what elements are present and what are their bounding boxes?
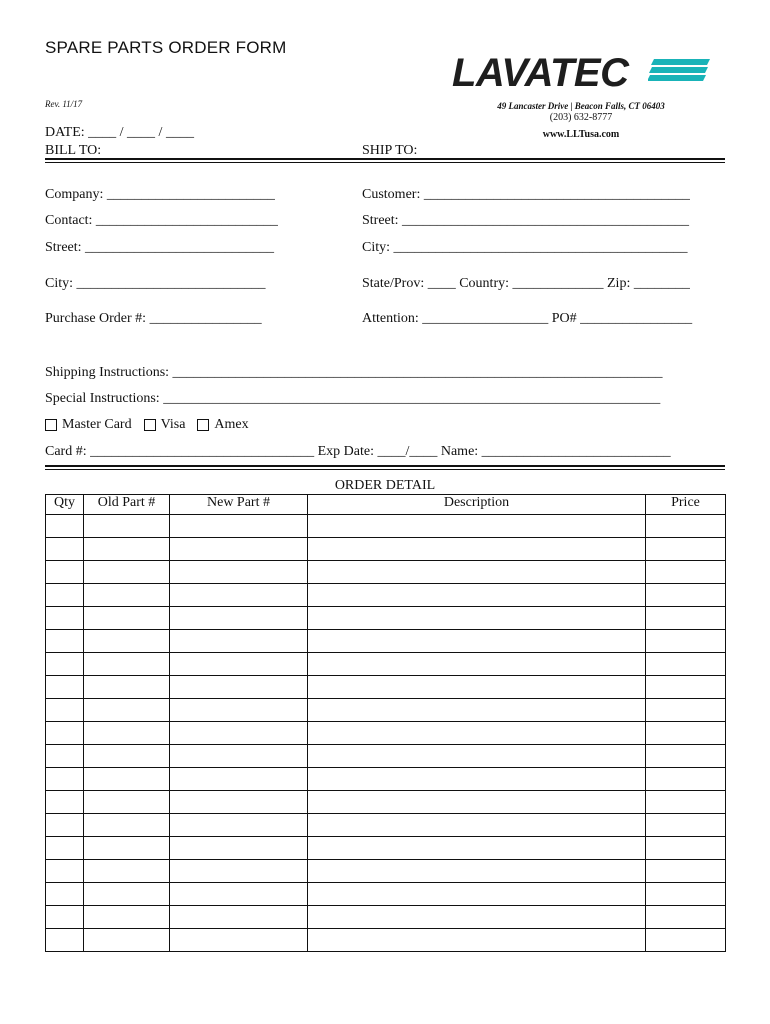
- table-row: [46, 745, 726, 768]
- new-part-cell[interactable]: [170, 653, 308, 676]
- payment-option-amex[interactable]: [197, 417, 248, 433]
- company-phone: (203) 632-8777: [549, 112, 613, 123]
- table-row: [46, 906, 726, 929]
- new-part-cell[interactable]: [170, 699, 308, 722]
- qty-cell[interactable]: [46, 768, 84, 791]
- new-part-cell[interactable]: [170, 929, 308, 952]
- order-divider-thin: [45, 469, 725, 470]
- new-part-cell[interactable]: [170, 607, 308, 630]
- table-row: [46, 676, 726, 699]
- old-part-cell[interactable]: [84, 860, 170, 883]
- table-header-row: [46, 495, 726, 515]
- price-cell[interactable]: [646, 745, 726, 768]
- old-part-cell[interactable]: [84, 676, 170, 699]
- price-cell[interactable]: [646, 906, 726, 929]
- column-header-price: Price: [646, 495, 726, 515]
- table-row: [46, 538, 726, 561]
- table-row: [46, 515, 726, 538]
- table-row: [46, 699, 726, 722]
- shipping-instructions-field[interactable]: Shipping Instructions: ______________________________________________________________________: [45, 365, 663, 380]
- table-row: [46, 814, 726, 837]
- table-row: [46, 584, 726, 607]
- old-part-cell[interactable]: [84, 791, 170, 814]
- new-part-cell[interactable]: [170, 860, 308, 883]
- revision-label: Rev. 11/17: [45, 99, 83, 109]
- ship-city-field[interactable]: City: __________________________________________: [362, 240, 688, 255]
- qty-cell[interactable]: [46, 883, 84, 906]
- description-cell[interactable]: [308, 515, 646, 538]
- price-cell[interactable]: [646, 538, 726, 561]
- description-cell[interactable]: [308, 860, 646, 883]
- company-website[interactable]: www.LLTusa.com: [542, 129, 620, 140]
- table-row: [46, 929, 726, 952]
- old-part-cell[interactable]: [84, 699, 170, 722]
- qty-cell[interactable]: [46, 814, 84, 837]
- qty-cell[interactable]: [46, 538, 84, 561]
- qty-cell[interactable]: [46, 676, 84, 699]
- old-part-cell[interactable]: [84, 883, 170, 906]
- price-cell[interactable]: [646, 607, 726, 630]
- header-divider-thin: [45, 162, 725, 163]
- description-cell[interactable]: [308, 630, 646, 653]
- table-row: [46, 630, 726, 653]
- new-part-cell[interactable]: [170, 814, 308, 837]
- old-part-cell[interactable]: [84, 538, 170, 561]
- order-table-body: [46, 515, 726, 952]
- checkbox-icon[interactable]: [197, 419, 209, 431]
- description-cell[interactable]: [308, 745, 646, 768]
- contact-field[interactable]: Contact: __________________________: [45, 213, 278, 228]
- description-cell[interactable]: [308, 584, 646, 607]
- qty-cell[interactable]: [46, 837, 84, 860]
- description-cell[interactable]: [308, 699, 646, 722]
- new-part-cell[interactable]: [170, 745, 308, 768]
- payment-options: [45, 417, 261, 433]
- price-cell[interactable]: [646, 584, 726, 607]
- header-divider-thick: [45, 158, 725, 160]
- old-part-cell[interactable]: [84, 768, 170, 791]
- new-part-cell[interactable]: [170, 722, 308, 745]
- old-part-cell[interactable]: [84, 630, 170, 653]
- qty-cell[interactable]: [46, 561, 84, 584]
- old-part-cell[interactable]: [84, 515, 170, 538]
- logo-stripes-icon: [648, 59, 710, 87]
- new-part-cell[interactable]: [170, 791, 308, 814]
- payment-option-label: Amex: [214, 417, 249, 432]
- description-cell[interactable]: [308, 538, 646, 561]
- description-cell[interactable]: [308, 883, 646, 906]
- bill-street-field[interactable]: Street: ___________________________: [45, 240, 275, 255]
- column-header-qty: Qty: [46, 495, 84, 515]
- column-header-description: Description: [308, 495, 646, 515]
- company-address: 49 Lancaster Drive | Beacon Falls, CT 06403: [497, 101, 665, 111]
- price-cell[interactable]: [646, 837, 726, 860]
- new-part-cell[interactable]: [170, 561, 308, 584]
- price-cell[interactable]: [646, 699, 726, 722]
- price-cell[interactable]: [646, 515, 726, 538]
- price-cell[interactable]: [646, 722, 726, 745]
- qty-cell[interactable]: [46, 722, 84, 745]
- old-part-cell[interactable]: [84, 722, 170, 745]
- price-cell[interactable]: [646, 814, 726, 837]
- price-cell[interactable]: [646, 791, 726, 814]
- table-row: [46, 883, 726, 906]
- page-title: SPARE PARTS ORDER FORM: [45, 38, 287, 57]
- table-row: [46, 722, 726, 745]
- old-part-cell[interactable]: [84, 653, 170, 676]
- description-cell[interactable]: [308, 607, 646, 630]
- order-detail-heading: ORDER DETAIL: [334, 478, 436, 493]
- price-cell[interactable]: [646, 653, 726, 676]
- ship-street-field[interactable]: Street: _________________________________________: [362, 213, 690, 228]
- bill-city-field[interactable]: City: ___________________________: [45, 276, 266, 291]
- price-cell[interactable]: [646, 929, 726, 952]
- checkbox-icon[interactable]: [144, 419, 156, 431]
- qty-cell[interactable]: [46, 584, 84, 607]
- description-cell[interactable]: [308, 929, 646, 952]
- old-part-cell[interactable]: [84, 745, 170, 768]
- qty-cell[interactable]: [46, 630, 84, 653]
- order-detail-table: [45, 494, 726, 952]
- price-cell[interactable]: [646, 561, 726, 584]
- new-part-cell[interactable]: [170, 768, 308, 791]
- table-row: [46, 791, 726, 814]
- price-cell[interactable]: [646, 768, 726, 791]
- bill-to-label: BILL TO:: [45, 143, 102, 158]
- state-country-zip-field[interactable]: State/Prov: ____ Country: _____________ Zip: ________: [362, 276, 690, 291]
- old-part-cell[interactable]: [84, 837, 170, 860]
- new-part-cell[interactable]: [170, 515, 308, 538]
- qty-cell[interactable]: [46, 607, 84, 630]
- price-cell[interactable]: [646, 676, 726, 699]
- table-row: [46, 860, 726, 883]
- card-details-field[interactable]: Card #: ________________________________ Exp Date: ____/____ Name: ___________________________: [45, 444, 671, 459]
- qty-cell[interactable]: [46, 791, 84, 814]
- qty-cell[interactable]: [46, 653, 84, 676]
- logo-wordmark: LAVATEC: [452, 51, 629, 95]
- new-part-cell[interactable]: [170, 837, 308, 860]
- payment-option-label: Visa: [160, 417, 186, 432]
- ship-to-label: SHIP TO:: [362, 143, 418, 158]
- qty-cell[interactable]: [46, 515, 84, 538]
- old-part-cell[interactable]: [84, 561, 170, 584]
- description-cell[interactable]: [308, 837, 646, 860]
- table-row: [46, 653, 726, 676]
- lavatec-logo: [452, 51, 710, 95]
- old-part-cell[interactable]: [84, 584, 170, 607]
- qty-cell[interactable]: [46, 929, 84, 952]
- price-cell[interactable]: [646, 630, 726, 653]
- new-part-cell[interactable]: [170, 676, 308, 699]
- column-header-new-part: New Part #: [170, 495, 308, 515]
- table-row: [46, 607, 726, 630]
- old-part-cell[interactable]: [84, 906, 170, 929]
- old-part-cell[interactable]: [84, 607, 170, 630]
- table-row: [46, 561, 726, 584]
- price-cell[interactable]: [646, 860, 726, 883]
- qty-cell[interactable]: [46, 699, 84, 722]
- special-instructions-field[interactable]: Special Instructions: _______________________________________________________________________: [45, 391, 661, 406]
- new-part-cell[interactable]: [170, 630, 308, 653]
- old-part-cell[interactable]: [84, 814, 170, 837]
- new-part-cell[interactable]: [170, 883, 308, 906]
- payment-option-master-card[interactable]: [45, 417, 132, 433]
- new-part-cell[interactable]: [170, 584, 308, 607]
- description-cell[interactable]: [308, 814, 646, 837]
- new-part-cell[interactable]: [170, 538, 308, 561]
- payment-option-visa[interactable]: [144, 417, 186, 433]
- table-row: [46, 837, 726, 860]
- date-field[interactable]: DATE: ____ / ____ / ____: [45, 125, 194, 140]
- qty-cell[interactable]: [46, 745, 84, 768]
- description-cell[interactable]: [308, 791, 646, 814]
- customer-field[interactable]: Customer: ______________________________________: [362, 187, 690, 202]
- company-field[interactable]: Company: ________________________: [45, 187, 275, 202]
- attention-po-field[interactable]: Attention: __________________ PO# ________________: [362, 311, 693, 326]
- description-cell[interactable]: [308, 722, 646, 745]
- payment-option-label: Master Card: [62, 417, 132, 432]
- description-cell[interactable]: [308, 653, 646, 676]
- column-header-old-part: Old Part #: [84, 495, 170, 515]
- table-row: [46, 768, 726, 791]
- new-part-cell[interactable]: [170, 906, 308, 929]
- old-part-cell[interactable]: [84, 929, 170, 952]
- order-divider-thick: [45, 465, 725, 467]
- description-cell[interactable]: [308, 768, 646, 791]
- purchase-order-field[interactable]: Purchase Order #: ________________: [45, 311, 262, 326]
- checkbox-icon[interactable]: [45, 419, 57, 431]
- qty-cell[interactable]: [46, 906, 84, 929]
- description-cell[interactable]: [308, 676, 646, 699]
- description-cell[interactable]: [308, 906, 646, 929]
- price-cell[interactable]: [646, 883, 726, 906]
- description-cell[interactable]: [308, 561, 646, 584]
- qty-cell[interactable]: [46, 860, 84, 883]
